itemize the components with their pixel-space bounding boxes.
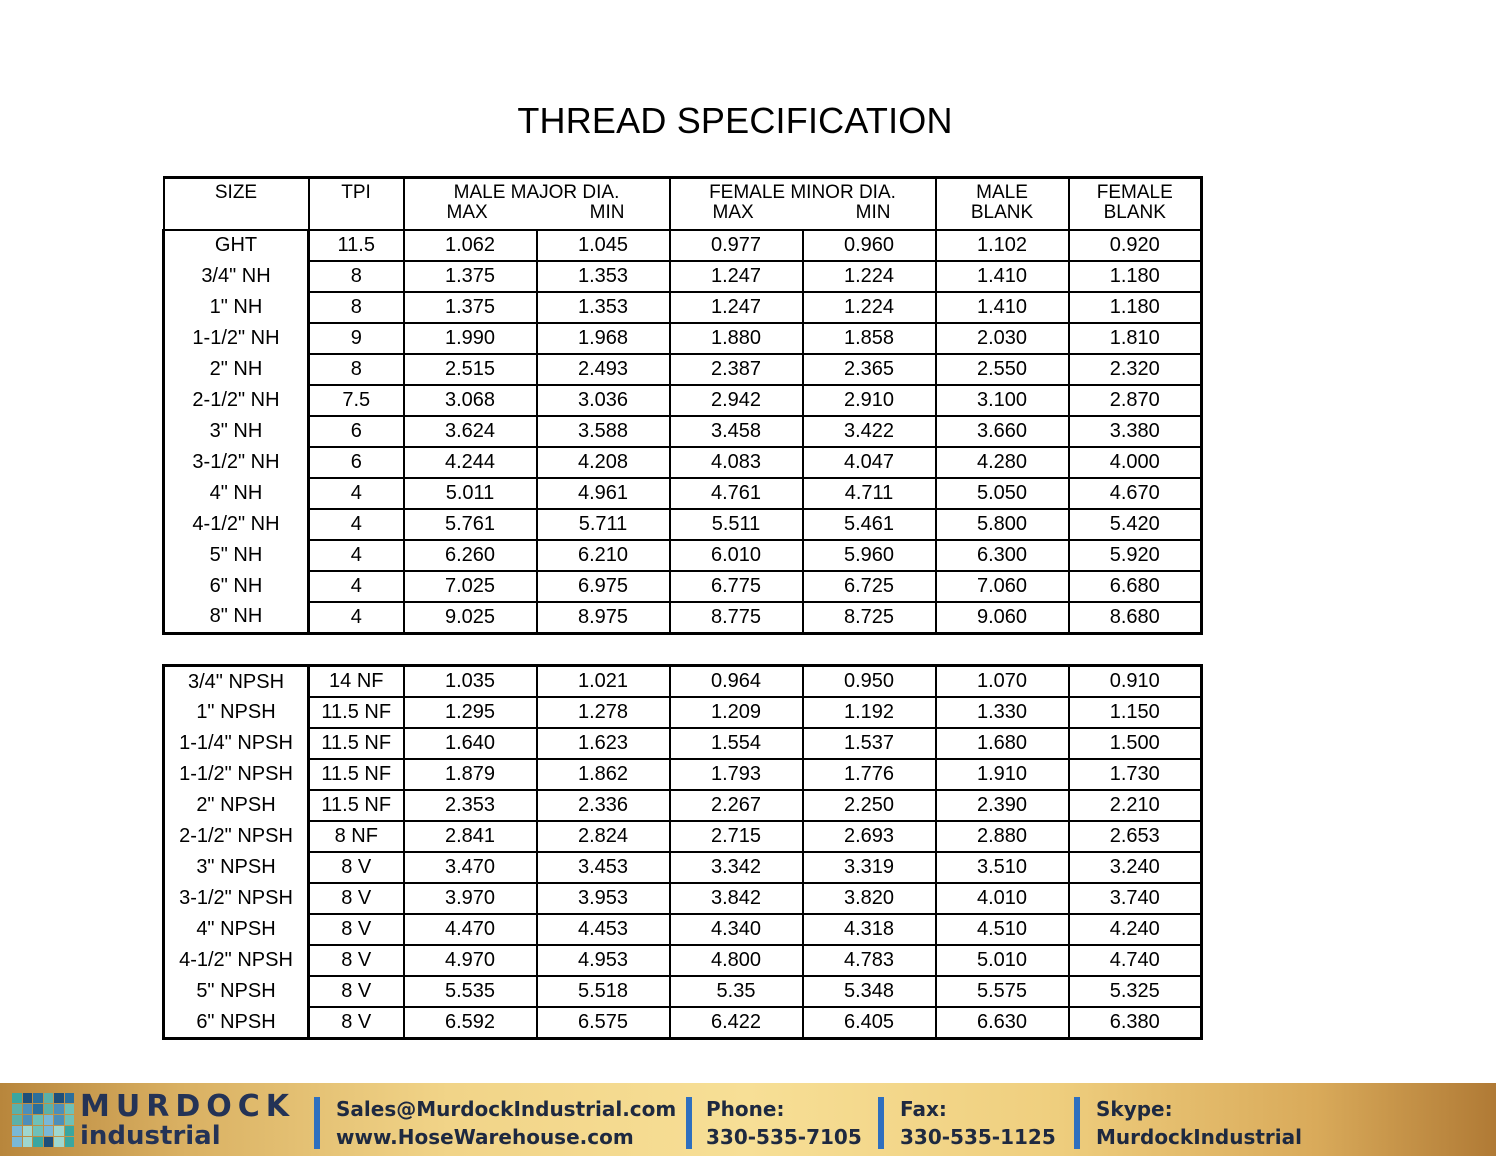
header-male-min: MIN <box>589 202 625 223</box>
value-cell: 1.021 <box>537 666 670 698</box>
value-cell: 6.010 <box>670 540 803 571</box>
value-cell: 1.554 <box>670 728 803 759</box>
value-cell: 1.910 <box>936 759 1069 790</box>
phone-number[interactable]: 330-535-7105 <box>706 1125 862 1149</box>
value-cell: 1.730 <box>1069 759 1202 790</box>
logo-tile <box>12 1115 22 1125</box>
value-cell: 3.453 <box>537 852 670 883</box>
size-cell: 2-1/2" NPSH <box>164 821 309 852</box>
value-cell: 3.953 <box>537 883 670 914</box>
logo-tile <box>65 1126 75 1136</box>
value-cell: 1.968 <box>537 323 670 354</box>
value-cell: 4.240 <box>1069 914 1202 945</box>
table-row <box>164 447 1202 478</box>
table-row <box>164 852 1202 883</box>
logo-tile <box>65 1137 75 1147</box>
divider-bar <box>314 1097 320 1149</box>
value-cell: 4.470 <box>404 914 537 945</box>
table-row <box>164 385 1202 416</box>
value-cell: 1.879 <box>404 759 537 790</box>
tpi-cell: 11.5 NF <box>309 697 404 728</box>
logo-tile <box>54 1126 64 1136</box>
header-tpi: TPI <box>309 178 404 230</box>
table-row <box>164 666 1202 698</box>
value-cell: 1.880 <box>670 323 803 354</box>
value-cell: 3.970 <box>404 883 537 914</box>
value-cell: 1.180 <box>1069 292 1202 323</box>
size-cell: 4-1/2" NH <box>164 509 309 540</box>
tpi-cell: 11.5 NF <box>309 790 404 821</box>
tpi-cell: 4 <box>309 602 404 634</box>
logo-tile <box>23 1137 33 1147</box>
size-cell: 3" NH <box>164 416 309 447</box>
header-male-major <box>404 178 670 230</box>
value-cell: 2.824 <box>537 821 670 852</box>
murdock-logo-icon <box>12 1093 74 1147</box>
logo-tile <box>12 1137 22 1147</box>
value-cell: 1.537 <box>803 728 936 759</box>
logo-tile <box>23 1126 33 1136</box>
value-cell: 6.592 <box>404 1007 537 1039</box>
logo-tile <box>44 1104 54 1114</box>
value-cell: 6.975 <box>537 571 670 602</box>
value-cell: 6.422 <box>670 1007 803 1039</box>
value-cell: 3.510 <box>936 852 1069 883</box>
value-cell: 6.210 <box>537 540 670 571</box>
value-cell: 4.083 <box>670 447 803 478</box>
tpi-cell: 4 <box>309 540 404 571</box>
value-cell: 3.842 <box>670 883 803 914</box>
tpi-cell: 4 <box>309 571 404 602</box>
value-cell: 6.575 <box>537 1007 670 1039</box>
divider-bar <box>686 1097 692 1149</box>
value-cell: 4.244 <box>404 447 537 478</box>
tpi-cell: 8 V <box>309 883 404 914</box>
size-cell: 2-1/2" NH <box>164 385 309 416</box>
value-cell: 7.060 <box>936 571 1069 602</box>
logo-tile <box>33 1115 43 1125</box>
logo-tile <box>54 1137 64 1147</box>
value-cell: 5.325 <box>1069 976 1202 1007</box>
table-row <box>164 697 1202 728</box>
tpi-cell: 8 V <box>309 976 404 1007</box>
value-cell: 0.964 <box>670 666 803 698</box>
value-cell: 5.511 <box>670 509 803 540</box>
value-cell: 0.960 <box>803 230 936 261</box>
value-cell: 4.783 <box>803 945 936 976</box>
phone-label: Phone: <box>706 1097 785 1121</box>
value-cell: 4.047 <box>803 447 936 478</box>
tpi-cell: 8 V <box>309 945 404 976</box>
value-cell: 5.960 <box>803 540 936 571</box>
tpi-cell: 8 V <box>309 1007 404 1039</box>
skype-id[interactable]: MurdockIndustrial <box>1096 1125 1302 1149</box>
logo-tile <box>12 1093 22 1103</box>
tpi-cell: 14 NF <box>309 666 404 698</box>
logo-tile <box>44 1137 54 1147</box>
value-cell: 2.550 <box>936 354 1069 385</box>
value-cell: 2.841 <box>404 821 537 852</box>
header-female-blank-line2: BLANK <box>1103 202 1166 223</box>
table-row <box>164 509 1202 540</box>
value-cell: 0.910 <box>1069 666 1202 698</box>
value-cell: 2.210 <box>1069 790 1202 821</box>
value-cell: 2.365 <box>803 354 936 385</box>
value-cell: 4.740 <box>1069 945 1202 976</box>
logo-tile <box>44 1093 54 1103</box>
value-cell: 5.461 <box>803 509 936 540</box>
table-row <box>164 790 1202 821</box>
logo-tile <box>65 1115 75 1125</box>
value-cell: 3.624 <box>404 416 537 447</box>
table-row <box>164 323 1202 354</box>
value-cell: 1.623 <box>537 728 670 759</box>
logo-tile <box>54 1104 64 1114</box>
value-cell: 2.653 <box>1069 821 1202 852</box>
value-cell: 5.35 <box>670 976 803 1007</box>
value-cell: 3.100 <box>936 385 1069 416</box>
header-male-blank-line2: BLANK <box>970 202 1034 223</box>
table-header-row <box>164 178 1202 230</box>
contact-email-web <box>336 1095 676 1151</box>
tpi-cell: 8 <box>309 261 404 292</box>
table-row <box>164 416 1202 447</box>
logo-tile <box>23 1093 33 1103</box>
value-cell: 2.715 <box>670 821 803 852</box>
value-cell: 6.260 <box>404 540 537 571</box>
value-cell: 1.375 <box>404 261 537 292</box>
fax-number: 330-535-1125 <box>900 1125 1056 1149</box>
value-cell: 5.920 <box>1069 540 1202 571</box>
value-cell: 5.761 <box>404 509 537 540</box>
value-cell: 1.330 <box>936 697 1069 728</box>
size-cell: 4-1/2" NPSH <box>164 945 309 976</box>
table-row <box>164 292 1202 323</box>
table-row <box>164 883 1202 914</box>
value-cell: 6.680 <box>1069 571 1202 602</box>
size-cell: 3-1/2" NPSH <box>164 883 309 914</box>
value-cell: 5.010 <box>936 945 1069 976</box>
value-cell: 2.267 <box>670 790 803 821</box>
size-cell: GHT <box>164 230 309 261</box>
value-cell: 1.035 <box>404 666 537 698</box>
value-cell: 1.295 <box>404 697 537 728</box>
website-link[interactable]: www.HoseWarehouse.com <box>336 1125 634 1149</box>
logo-tile <box>44 1115 54 1125</box>
value-cell: 5.348 <box>803 976 936 1007</box>
value-cell: 1.353 <box>537 261 670 292</box>
value-cell: 6.300 <box>936 540 1069 571</box>
value-cell: 1.224 <box>803 292 936 323</box>
tpi-cell: 6 <box>309 447 404 478</box>
value-cell: 1.793 <box>670 759 803 790</box>
value-cell: 9.060 <box>936 602 1069 634</box>
divider-bar <box>1074 1097 1080 1149</box>
table-row <box>164 945 1202 976</box>
tpi-cell: 8 V <box>309 914 404 945</box>
value-cell: 5.050 <box>936 478 1069 509</box>
tpi-cell: 4 <box>309 509 404 540</box>
tpi-cell: 4 <box>309 478 404 509</box>
value-cell: 0.920 <box>1069 230 1202 261</box>
contact-phone <box>706 1095 862 1151</box>
value-cell: 7.025 <box>404 571 537 602</box>
logo-tile <box>54 1093 64 1103</box>
value-cell: 3.319 <box>803 852 936 883</box>
value-cell: 1.862 <box>537 759 670 790</box>
table-row <box>164 478 1202 509</box>
value-cell: 4.953 <box>537 945 670 976</box>
value-cell: 2.320 <box>1069 354 1202 385</box>
value-cell: 1.192 <box>803 697 936 728</box>
value-cell: 1.858 <box>803 323 936 354</box>
value-cell: 1.680 <box>936 728 1069 759</box>
value-cell: 3.036 <box>537 385 670 416</box>
logo-tile <box>33 1104 43 1114</box>
tpi-cell: 8 V <box>309 852 404 883</box>
table-row <box>164 354 1202 385</box>
value-cell: 1.990 <box>404 323 537 354</box>
tpi-cell: 6 <box>309 416 404 447</box>
value-cell: 1.247 <box>670 292 803 323</box>
value-cell: 2.250 <box>803 790 936 821</box>
size-cell: 3-1/2" NH <box>164 447 309 478</box>
value-cell: 4.510 <box>936 914 1069 945</box>
value-cell: 2.910 <box>803 385 936 416</box>
value-cell: 4.961 <box>537 478 670 509</box>
logo-tile <box>44 1126 54 1136</box>
value-cell: 3.820 <box>803 883 936 914</box>
value-cell: 3.342 <box>670 852 803 883</box>
size-cell: 5" NPSH <box>164 976 309 1007</box>
logo-tile <box>12 1104 22 1114</box>
tpi-cell: 7.5 <box>309 385 404 416</box>
table-row <box>164 728 1202 759</box>
value-cell: 2.870 <box>1069 385 1202 416</box>
header-male-max: MAX <box>446 202 488 223</box>
value-cell: 5.518 <box>537 976 670 1007</box>
header-female-minor <box>670 178 936 230</box>
value-cell: 2.880 <box>936 821 1069 852</box>
value-cell: 1.353 <box>537 292 670 323</box>
value-cell: 5.535 <box>404 976 537 1007</box>
brand-subtitle: industrial <box>80 1121 221 1151</box>
value-cell: 3.740 <box>1069 883 1202 914</box>
fax-label: Fax: <box>900 1097 947 1121</box>
value-cell: 4.453 <box>537 914 670 945</box>
logo-tile <box>23 1104 33 1114</box>
value-cell: 8.775 <box>670 602 803 634</box>
value-cell: 8.680 <box>1069 602 1202 634</box>
value-cell: 1.247 <box>670 261 803 292</box>
value-cell: 1.640 <box>404 728 537 759</box>
size-cell: 3" NPSH <box>164 852 309 883</box>
value-cell: 3.380 <box>1069 416 1202 447</box>
divider-bar <box>878 1097 884 1149</box>
value-cell: 4.000 <box>1069 447 1202 478</box>
tpi-cell: 9 <box>309 323 404 354</box>
logo-tile <box>54 1115 64 1125</box>
logo-tile <box>65 1104 75 1114</box>
value-cell: 1.180 <box>1069 261 1202 292</box>
logo-tile <box>33 1126 43 1136</box>
value-cell: 2.336 <box>537 790 670 821</box>
value-cell: 6.725 <box>803 571 936 602</box>
value-cell: 4.970 <box>404 945 537 976</box>
tpi-cell: 8 <box>309 354 404 385</box>
nh-thread-table <box>162 176 1203 635</box>
npsh-thread-table <box>162 664 1203 1040</box>
page-title: THREAD SPECIFICATION <box>517 100 953 141</box>
value-cell: 1.209 <box>670 697 803 728</box>
table-row <box>164 976 1202 1007</box>
value-cell: 5.420 <box>1069 509 1202 540</box>
value-cell: 2.942 <box>670 385 803 416</box>
value-cell: 2.390 <box>936 790 1069 821</box>
size-cell: 1" NPSH <box>164 697 309 728</box>
value-cell: 1.410 <box>936 261 1069 292</box>
value-cell: 1.500 <box>1069 728 1202 759</box>
size-cell: 2" NH <box>164 354 309 385</box>
value-cell: 2.030 <box>936 323 1069 354</box>
value-cell: 9.025 <box>404 602 537 634</box>
table-row <box>164 571 1202 602</box>
size-cell: 2" NPSH <box>164 790 309 821</box>
size-cell: 3/4" NPSH <box>164 666 309 698</box>
header-female-minor-label: FEMALE MINOR DIA. <box>709 182 896 203</box>
value-cell: 1.102 <box>936 230 1069 261</box>
value-cell: 0.977 <box>670 230 803 261</box>
table-row <box>164 230 1202 261</box>
table-row <box>164 914 1202 945</box>
tpi-cell: 11.5 NF <box>309 759 404 790</box>
value-cell: 3.422 <box>803 416 936 447</box>
table-row <box>164 759 1202 790</box>
value-cell: 6.630 <box>936 1007 1069 1039</box>
table-row <box>164 602 1202 634</box>
value-cell: 1.776 <box>803 759 936 790</box>
value-cell: 4.711 <box>803 478 936 509</box>
value-cell: 5.011 <box>404 478 537 509</box>
value-cell: 3.660 <box>936 416 1069 447</box>
table-row <box>164 821 1202 852</box>
value-cell: 2.353 <box>404 790 537 821</box>
value-cell: 4.800 <box>670 945 803 976</box>
value-cell: 5.575 <box>936 976 1069 1007</box>
size-cell: 8" NH <box>164 602 309 634</box>
size-cell: 6" NPSH <box>164 1007 309 1039</box>
value-cell: 1.810 <box>1069 323 1202 354</box>
value-cell: 2.693 <box>803 821 936 852</box>
header-female-blank <box>1069 178 1202 230</box>
value-cell: 8.975 <box>537 602 670 634</box>
value-cell: 3.588 <box>537 416 670 447</box>
value-cell: 1.224 <box>803 261 936 292</box>
value-cell: 8.725 <box>803 602 936 634</box>
size-cell: 1-1/2" NPSH <box>164 759 309 790</box>
contact-fax <box>900 1095 1056 1151</box>
logo-tile <box>23 1115 33 1125</box>
size-cell: 6" NH <box>164 571 309 602</box>
tpi-cell: 11.5 <box>309 230 404 261</box>
value-cell: 2.515 <box>404 354 537 385</box>
value-cell: 2.387 <box>670 354 803 385</box>
footer-banner <box>0 1083 1496 1156</box>
value-cell: 6.380 <box>1069 1007 1202 1039</box>
value-cell: 5.711 <box>537 509 670 540</box>
value-cell: 1.070 <box>936 666 1069 698</box>
value-cell: 1.062 <box>404 230 537 261</box>
logo-tile <box>65 1093 75 1103</box>
size-cell: 4" NH <box>164 478 309 509</box>
header-female-blank-line1: FEMALE <box>1096 182 1173 203</box>
header-male-major-label: MALE MAJOR DIA. <box>453 182 620 203</box>
value-cell: 0.950 <box>803 666 936 698</box>
size-cell: 1-1/4" NPSH <box>164 728 309 759</box>
value-cell: 4.340 <box>670 914 803 945</box>
tpi-cell: 8 NF <box>309 821 404 852</box>
logo-tile <box>33 1093 43 1103</box>
value-cell: 4.318 <box>803 914 936 945</box>
contact-skype <box>1096 1095 1302 1151</box>
value-cell: 3.240 <box>1069 852 1202 883</box>
size-cell: 5" NH <box>164 540 309 571</box>
size-cell: 1-1/2" NH <box>164 323 309 354</box>
header-male-blank <box>936 178 1069 230</box>
size-cell: 4" NPSH <box>164 914 309 945</box>
size-cell: 1" NH <box>164 292 309 323</box>
value-cell: 1.150 <box>1069 697 1202 728</box>
table-row <box>164 540 1202 571</box>
tpi-cell: 11.5 NF <box>309 728 404 759</box>
header-female-max: MAX <box>712 202 754 223</box>
value-cell: 3.068 <box>404 385 537 416</box>
header-female-min: MIN <box>855 202 891 223</box>
value-cell: 4.670 <box>1069 478 1202 509</box>
logo-tile <box>12 1126 22 1136</box>
tpi-cell: 8 <box>309 292 404 323</box>
value-cell: 3.470 <box>404 852 537 883</box>
email-link[interactable]: Sales@MurdockIndustrial.com <box>336 1097 677 1121</box>
value-cell: 3.458 <box>670 416 803 447</box>
header-male-blank-line1: MALE <box>976 182 1028 203</box>
value-cell: 6.405 <box>803 1007 936 1039</box>
value-cell: 1.375 <box>404 292 537 323</box>
brand-name: MURDOCK <box>80 1089 295 1124</box>
value-cell: 5.800 <box>936 509 1069 540</box>
value-cell: 4.280 <box>936 447 1069 478</box>
skype-label: Skype: <box>1096 1097 1173 1121</box>
table-row <box>164 261 1202 292</box>
value-cell: 4.010 <box>936 883 1069 914</box>
value-cell: 1.410 <box>936 292 1069 323</box>
logo-tile <box>33 1137 43 1147</box>
value-cell: 1.278 <box>537 697 670 728</box>
value-cell: 4.208 <box>537 447 670 478</box>
value-cell: 2.493 <box>537 354 670 385</box>
table-row <box>164 1007 1202 1039</box>
header-size: SIZE <box>164 178 309 230</box>
value-cell: 1.045 <box>537 230 670 261</box>
value-cell: 6.775 <box>670 571 803 602</box>
size-cell: 3/4" NH <box>164 261 309 292</box>
value-cell: 4.761 <box>670 478 803 509</box>
